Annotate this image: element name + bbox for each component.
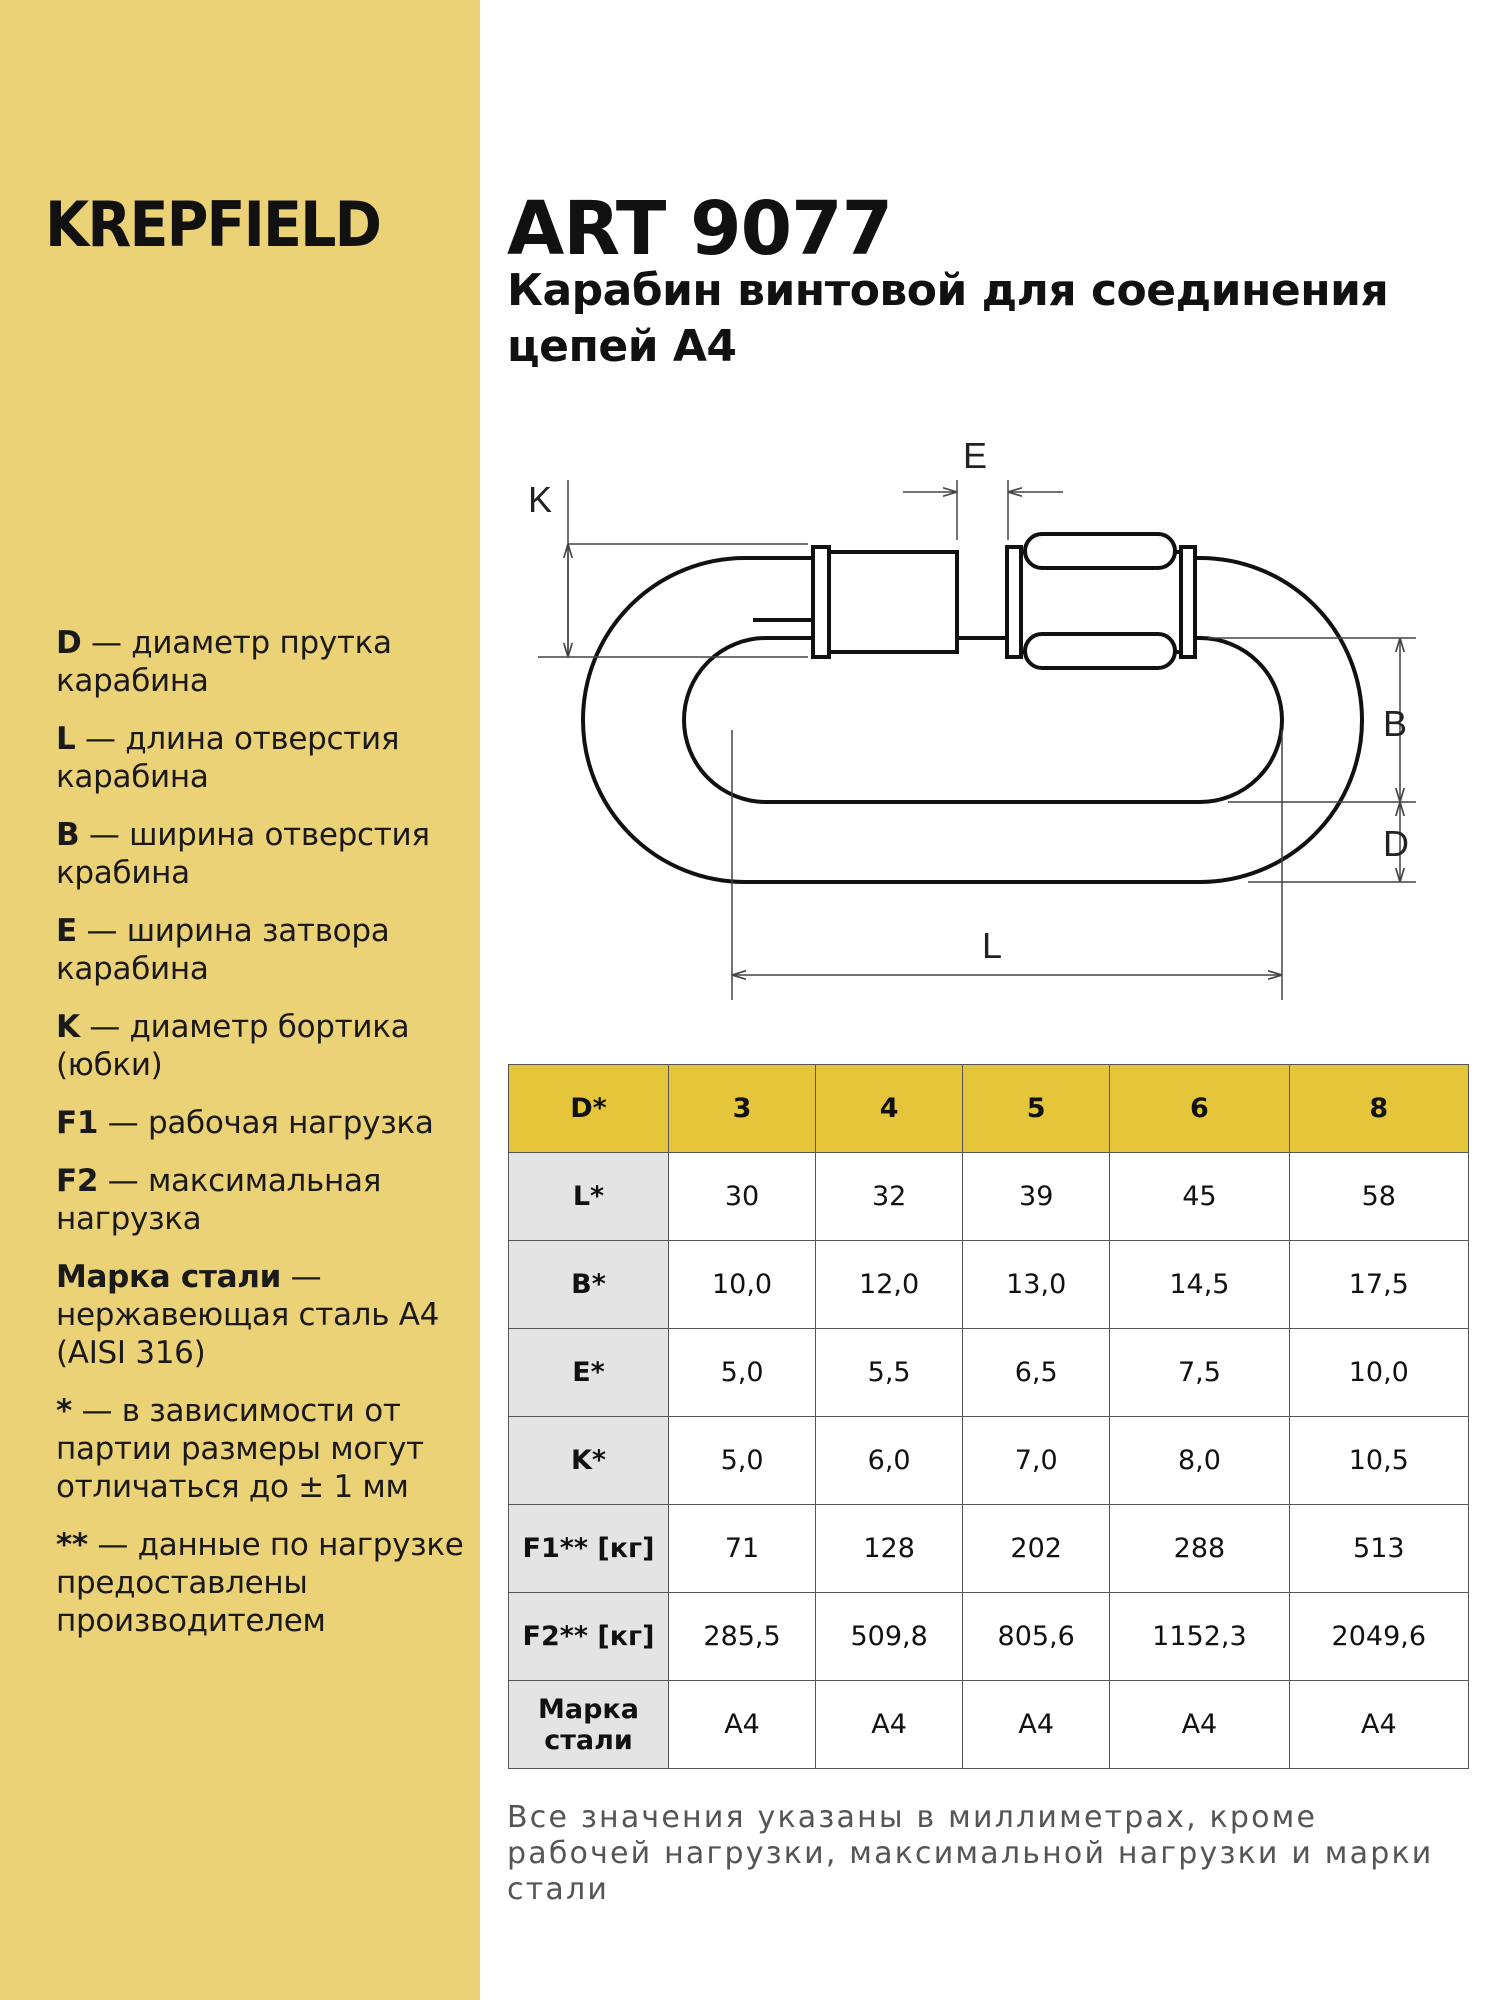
legend-list bbox=[56, 624, 466, 1660]
table-cell: 128 bbox=[816, 1505, 963, 1593]
table-cell: 13,0 bbox=[963, 1241, 1110, 1329]
carabiner-outer-left bbox=[583, 558, 1362, 882]
table-cell: 288 bbox=[1110, 1505, 1289, 1593]
table-cell: 509,8 bbox=[816, 1593, 963, 1681]
legend-term: E bbox=[56, 913, 77, 949]
table-row bbox=[509, 1593, 1469, 1681]
table-cell: А4 bbox=[1289, 1681, 1468, 1769]
carabiner-drawing bbox=[583, 534, 1362, 882]
table-cell: 6,5 bbox=[963, 1329, 1110, 1417]
table-cell: 2049,6 bbox=[1289, 1593, 1468, 1681]
table-cell: А4 bbox=[963, 1681, 1110, 1769]
right-nut-top-knurl bbox=[1025, 534, 1175, 568]
legend-text: — максимальная нагрузка bbox=[56, 1163, 382, 1237]
table-cell: 8,0 bbox=[1110, 1417, 1289, 1505]
header-cell: 3 bbox=[669, 1065, 816, 1153]
table-cell: 45 bbox=[1110, 1153, 1289, 1241]
table-cell: 1152,3 bbox=[1110, 1593, 1289, 1681]
table-row bbox=[509, 1329, 1469, 1417]
right-collar-right bbox=[1181, 547, 1195, 657]
legend-term: L bbox=[56, 721, 76, 757]
carabiner-top-bar bbox=[753, 558, 816, 620]
legend-text: — диаметр прутка карабина bbox=[56, 625, 392, 699]
table-cell: 71 bbox=[669, 1505, 816, 1593]
label-b: B bbox=[1383, 703, 1408, 744]
legend-text: — ширина отверстия крабина bbox=[56, 817, 430, 891]
table-cell: 6,0 bbox=[816, 1417, 963, 1505]
table-row bbox=[509, 1505, 1469, 1593]
legend-item bbox=[56, 1008, 466, 1084]
legend-text: — в зависимости от партии размеры могут отличаться до ± 1 мм bbox=[56, 1393, 424, 1505]
legend-item bbox=[56, 1392, 466, 1506]
row-label: Марка стали bbox=[509, 1681, 669, 1769]
page-subtitle: Карабин винтовой для соединения цепей А4 bbox=[507, 265, 1389, 372]
legend-text: — ширина затвора карабина bbox=[56, 913, 390, 987]
page-title: ART 9077 bbox=[507, 186, 893, 272]
specs-table bbox=[508, 1064, 1469, 1769]
table-cell: 32 bbox=[816, 1153, 963, 1241]
row-label: F1** [кг] bbox=[509, 1505, 669, 1593]
table-cell: 5,0 bbox=[669, 1329, 816, 1417]
table-cell: 58 bbox=[1289, 1153, 1468, 1241]
header-cell: D* bbox=[509, 1065, 669, 1153]
label-d: D bbox=[1383, 823, 1409, 864]
legend-term: Марка стали bbox=[56, 1259, 282, 1295]
carabiner-inner bbox=[684, 638, 1282, 802]
row-label: E* bbox=[509, 1329, 669, 1417]
table-cell: 10,0 bbox=[669, 1241, 816, 1329]
legend-term: D bbox=[56, 625, 82, 661]
legend-term: * bbox=[56, 1393, 72, 1429]
table-cell: А4 bbox=[1110, 1681, 1289, 1769]
legend-term: F2 bbox=[56, 1163, 99, 1199]
label-l: L bbox=[982, 925, 1003, 966]
table-header-row bbox=[509, 1065, 1469, 1153]
right-collar-left bbox=[1007, 547, 1021, 657]
table-cell: 17,5 bbox=[1289, 1241, 1468, 1329]
legend-item bbox=[56, 912, 466, 988]
legend-item bbox=[56, 1104, 466, 1142]
header-cell: 5 bbox=[963, 1065, 1110, 1153]
table-cell: 10,5 bbox=[1289, 1417, 1468, 1505]
table-cell: 12,0 bbox=[816, 1241, 963, 1329]
legend-item bbox=[56, 1258, 466, 1372]
table-row bbox=[509, 1153, 1469, 1241]
legend-item bbox=[56, 720, 466, 796]
label-e: E bbox=[963, 435, 988, 476]
carabiner-diagram bbox=[508, 420, 1468, 1020]
footnote: Все значения указаны в миллиметрах, кроме рабочей нагрузки, максимальной нагрузки и марки стали bbox=[507, 1800, 1434, 1907]
right-nut-bottom-knurl bbox=[1025, 634, 1175, 668]
legend-text: — диаметр бортика (юбки) bbox=[56, 1009, 410, 1083]
table-cell: 513 bbox=[1289, 1505, 1468, 1593]
table-cell: 5,5 bbox=[816, 1329, 963, 1417]
table-cell: 7,5 bbox=[1110, 1329, 1289, 1417]
row-label: F2** [кг] bbox=[509, 1593, 669, 1681]
legend-term: K bbox=[56, 1009, 80, 1045]
table-cell: А4 bbox=[669, 1681, 816, 1769]
row-label: K* bbox=[509, 1417, 669, 1505]
legend-item bbox=[56, 1526, 466, 1640]
legend-item bbox=[56, 1162, 466, 1238]
header-cell: 8 bbox=[1289, 1065, 1468, 1153]
legend-text: — данные по нагрузке предоставлены производителем bbox=[56, 1527, 464, 1639]
table-cell: 202 bbox=[963, 1505, 1110, 1593]
left-collar bbox=[813, 547, 829, 657]
legend-text: — рабочая нагрузка bbox=[98, 1105, 434, 1141]
legend-term: F1 bbox=[56, 1105, 99, 1141]
table-cell: 10,0 bbox=[1289, 1329, 1468, 1417]
legend-item bbox=[56, 624, 466, 700]
left-sleeve bbox=[829, 552, 957, 652]
table-row bbox=[509, 1681, 1469, 1769]
table-cell: 7,0 bbox=[963, 1417, 1110, 1505]
legend-term: B bbox=[56, 817, 80, 853]
table-cell: 285,5 bbox=[669, 1593, 816, 1681]
legend-term: ** bbox=[56, 1527, 88, 1563]
table-row bbox=[509, 1417, 1469, 1505]
table-cell: 30 bbox=[669, 1153, 816, 1241]
table-cell: 5,0 bbox=[669, 1417, 816, 1505]
table-cell: 805,6 bbox=[963, 1593, 1110, 1681]
header-cell: 6 bbox=[1110, 1065, 1289, 1153]
header-cell: 4 bbox=[816, 1065, 963, 1153]
legend-item bbox=[56, 816, 466, 892]
sidebar bbox=[0, 0, 480, 2000]
brand-logo: KREPFIELD bbox=[45, 188, 381, 261]
table-row bbox=[509, 1241, 1469, 1329]
label-k: K bbox=[528, 479, 553, 520]
table-cell: А4 bbox=[816, 1681, 963, 1769]
legend-text: — нержавеющая сталь А4 (AISI 316) bbox=[56, 1259, 440, 1371]
table-cell: 39 bbox=[963, 1153, 1110, 1241]
table-cell: 14,5 bbox=[1110, 1241, 1289, 1329]
row-label: B* bbox=[509, 1241, 669, 1329]
dimension-lines bbox=[538, 480, 1416, 1000]
row-label: L* bbox=[509, 1153, 669, 1241]
legend-text: — длина отверстия карабина bbox=[56, 721, 400, 795]
